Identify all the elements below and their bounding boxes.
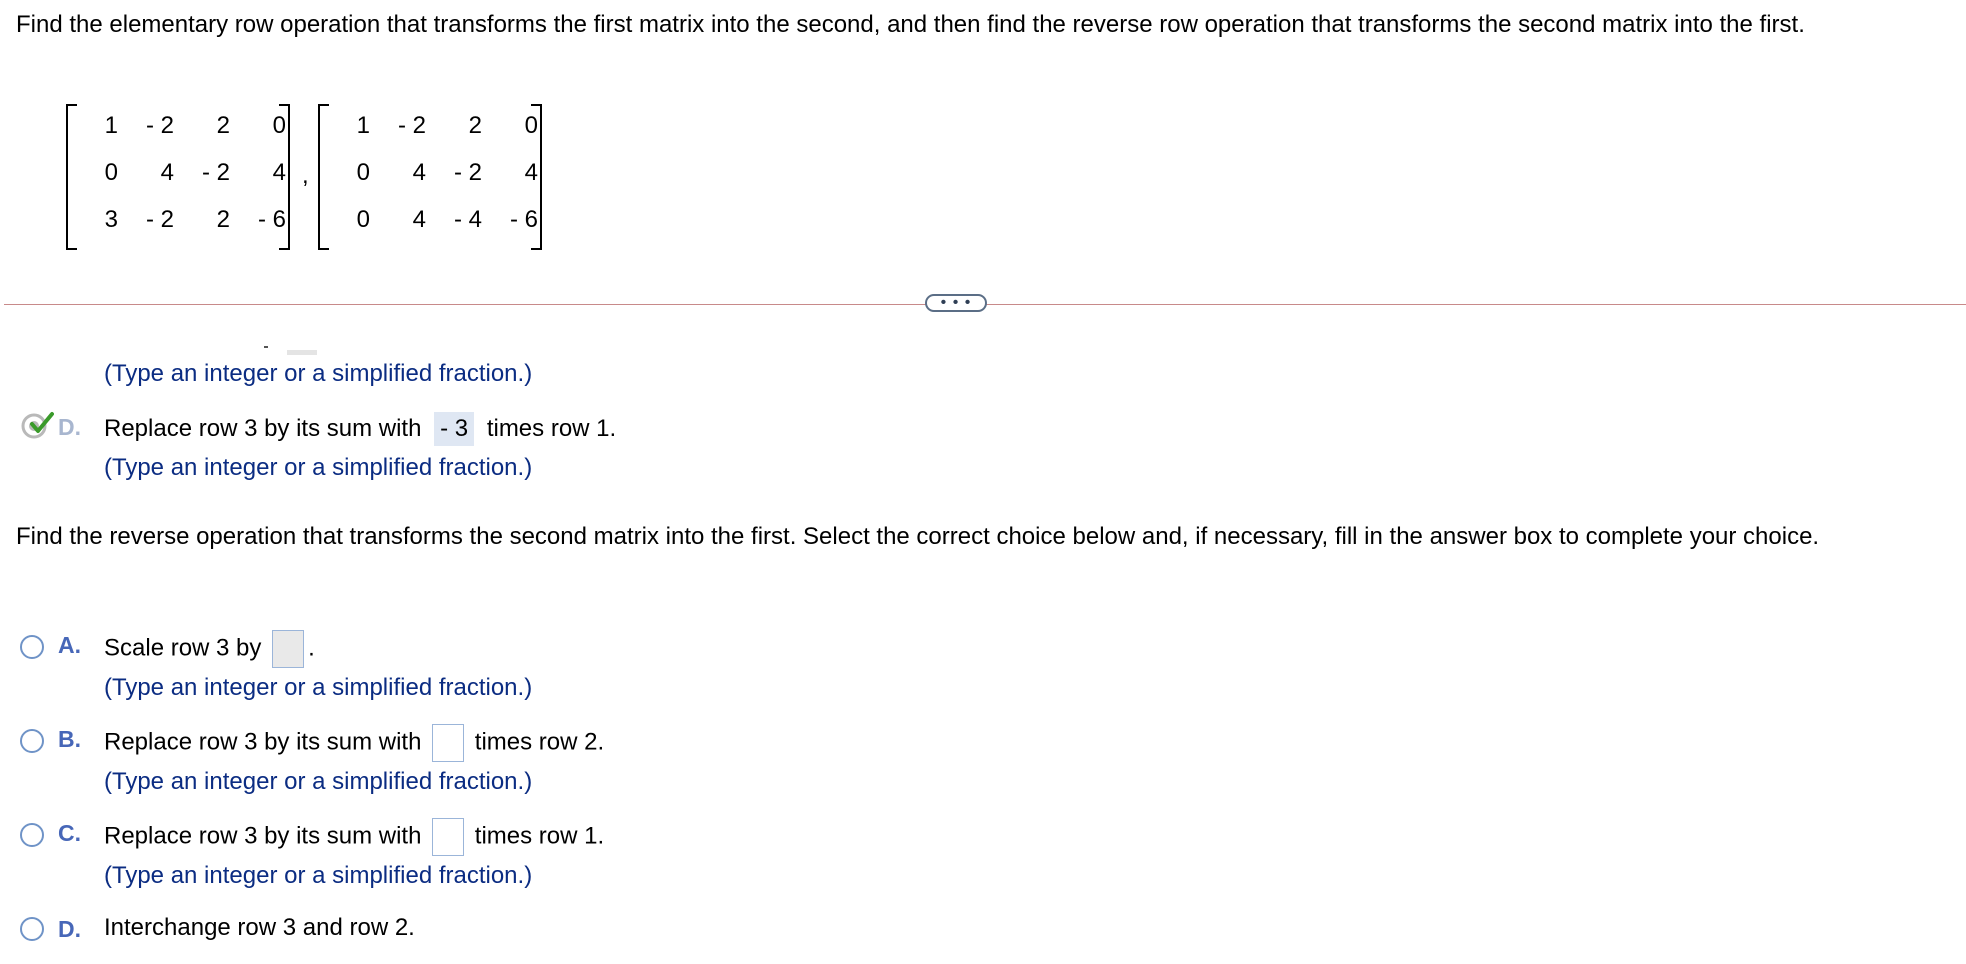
first-answer-text-after: times row 1.	[486, 415, 617, 442]
matrix-2-cell: 0	[356, 206, 370, 233]
option-a-hint: (Type an integer or a simplified fraction.)	[104, 674, 533, 701]
question-text-2: Find the reverse operation that transforms the second matrix into the first. Select the correct choice below and, if necessary, fill in the answer box to complete your choice.	[16, 523, 1820, 550]
show-more-button[interactable]: • • •	[925, 294, 987, 312]
matrix-1-cell: 0	[272, 112, 286, 139]
option-b-letter: B.	[58, 726, 81, 752]
matrix-2-cell: - 2	[453, 159, 482, 186]
option-b-text-after: times row 2.	[474, 728, 605, 756]
option-b-text	[104, 724, 604, 762]
question-text-1: Find the elementary row operation that transforms the first matrix into the second, and then find the reverse row operation that transforms the second matrix into the first.	[16, 11, 1805, 38]
matrix-1-cell: - 2	[145, 206, 174, 233]
option-a-answer-input[interactable]	[272, 630, 304, 668]
hint-text: (Type an integer or a simplified fraction.)	[104, 360, 533, 387]
partial-content-fragment	[264, 346, 268, 348]
matrix-2-cell: - 2	[397, 112, 426, 139]
matrix-1-cell: 3	[104, 206, 118, 233]
first-answer-text-before: Replace row 3 by its sum with	[104, 415, 422, 442]
matrix-1-cell: 1	[104, 112, 118, 139]
option-a-text-before: Scale row 3 by	[104, 634, 262, 662]
selected-correct-check-icon	[20, 410, 54, 440]
option-a-text-after: .	[308, 634, 315, 662]
option-b-answer-input[interactable]	[432, 724, 464, 762]
matrix-1	[66, 98, 290, 245]
first-answer-hint: (Type an integer or a simplified fraction.)	[104, 454, 533, 481]
option-b-hint: (Type an integer or a simplified fraction.)	[104, 768, 533, 795]
first-answer-letter: D.	[58, 414, 81, 440]
matrix-separator: ,	[302, 162, 309, 189]
option-b-text-before: Replace row 3 by its sum with	[104, 728, 422, 756]
first-answer-value: - 3	[434, 412, 474, 446]
option-c-text-before: Replace row 3 by its sum with	[104, 822, 422, 850]
first-answer-text	[104, 412, 616, 446]
matrix-2-cell: - 4	[453, 206, 482, 233]
option-c-text-after: times row 1.	[474, 822, 605, 850]
option-d-radio[interactable]	[20, 917, 44, 941]
option-a-radio[interactable]	[20, 635, 44, 659]
matrix-2-cell: 0	[524, 112, 538, 139]
option-c-radio[interactable]	[20, 823, 44, 847]
matrix-1-cell: 4	[272, 159, 286, 186]
option-a-text	[104, 630, 315, 668]
option-c-text	[104, 818, 604, 856]
matrix-2-cell: 0	[356, 159, 370, 186]
matrix-2-cell: 4	[412, 206, 426, 233]
option-c-letter: C.	[58, 820, 81, 846]
matrix-1-cell: - 2	[201, 159, 230, 186]
matrix-2-cell: 1	[356, 112, 370, 139]
matrix-2-cell: 2	[468, 112, 482, 139]
matrix-2	[318, 98, 542, 245]
matrix-2-cell: 4	[412, 159, 426, 186]
option-d-letter: D.	[58, 916, 81, 942]
option-c-answer-input[interactable]	[432, 818, 464, 856]
option-b-radio[interactable]	[20, 729, 44, 753]
option-d-text: Interchange row 3 and row 2.	[104, 914, 415, 941]
matrix-2-cell: - 6	[509, 206, 538, 233]
matrix-1-cell: 2	[216, 206, 230, 233]
matrix-1-cell: 4	[160, 159, 174, 186]
matrix-2-cell: 4	[524, 159, 538, 186]
matrix-1-cell: - 6	[257, 206, 286, 233]
matrix-1-cell: - 2	[145, 112, 174, 139]
partial-answer-box	[287, 350, 317, 355]
option-a-letter: A.	[58, 632, 81, 658]
matrix-1-cell: 2	[216, 112, 230, 139]
option-c-hint: (Type an integer or a simplified fraction.)	[104, 862, 533, 889]
matrix-1-cell: 0	[104, 159, 118, 186]
